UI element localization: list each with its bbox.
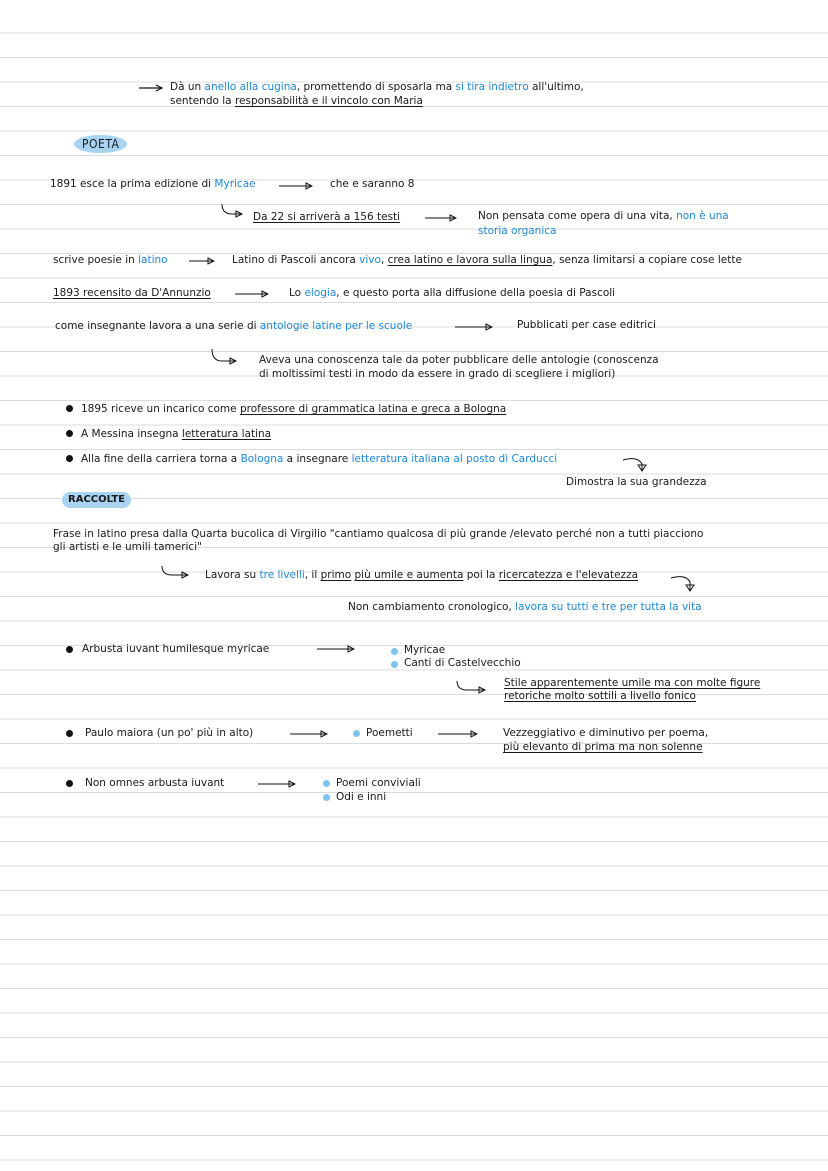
arrow-right-icon bbox=[234, 288, 270, 300]
item-myricae: Myricae bbox=[404, 644, 446, 656]
bullet-carducci: Alla fine della carriera torna a Bologna a insegnare letteratura italiana al posto di Carducci bbox=[81, 453, 558, 465]
note-stile-2: retoriche molto sottili a livello fonico bbox=[504, 690, 696, 702]
bullet-incarico: 1895 riceve un incarico come professore di grammatica latina e greca a Bologna bbox=[81, 403, 507, 415]
bullet-arbusta: Arbusta iuvant humilesque myricae bbox=[82, 643, 270, 655]
note-line-anello: Dà un anello alla cugina, promettendo di sposarla ma si tira indietro all'ultimo, bbox=[170, 81, 584, 93]
note-elogia: Lo elogia, e questo porta alla diffusione della poesia di Pascoli bbox=[289, 287, 616, 299]
item-poemetti: Poemetti bbox=[366, 727, 413, 739]
arrow-right-icon bbox=[424, 212, 458, 224]
note-conoscenza: Aveva una conoscenza tale da poter pubblicare delle antologie (conoscenza bbox=[259, 354, 659, 366]
note-vezzeggiativo: Vezzeggiativo e diminutivo per poema, bbox=[503, 727, 709, 739]
note-insegnante: come insegnante lavora a una serie di antologie latine per le scuole bbox=[55, 320, 413, 332]
item-canti-castelvecchio: Canti di Castelvecchio bbox=[404, 657, 521, 669]
note-latino: scrive poesie in latino bbox=[53, 254, 168, 266]
note-livelli: Lavora su tre livelli, il primo più umile e aumenta poi la ricercatezza e l'elevatezza bbox=[205, 569, 639, 581]
bullet-blue-icon bbox=[391, 661, 398, 668]
note-line-myricae: 1891 esce la prima edizione di Myricae bbox=[50, 178, 256, 190]
bullet-blue-icon bbox=[353, 730, 360, 737]
bullet-messina: A Messina insegna letteratura latina bbox=[81, 428, 272, 440]
arrow-right-icon bbox=[257, 778, 297, 790]
note-line-responsabilita: sentendo la responsabilità e il vincolo con Maria bbox=[170, 95, 423, 107]
arrow-curved-icon bbox=[218, 203, 244, 219]
note-non-pensata: Non pensata come opera di una vita, non è una bbox=[478, 210, 729, 222]
arrow-curved-icon bbox=[453, 680, 487, 696]
note-testi: Da 22 si arriverà a 156 testi bbox=[253, 211, 401, 223]
arrow-right-icon bbox=[188, 255, 216, 267]
bullet-blue-icon bbox=[323, 794, 330, 801]
bullet-icon bbox=[66, 455, 73, 462]
arrow-curved-icon bbox=[158, 565, 190, 581]
bullet-icon bbox=[66, 780, 73, 787]
note-case-editrici: Pubblicati per case editrici bbox=[517, 319, 656, 331]
note-frase-2: gli artisti e le umili tamerici" bbox=[53, 541, 202, 553]
note-storia-organica: storia organica bbox=[478, 225, 557, 237]
arrow-right-icon bbox=[454, 321, 494, 333]
note-dannunzio: 1893 recensito da D'Annunzio bbox=[53, 287, 211, 299]
arrow-right-icon bbox=[437, 728, 479, 740]
bullet-icon bbox=[66, 405, 73, 412]
arrow-curved-icon bbox=[670, 574, 698, 594]
note-frase: Frase in latino presa dalla Quarta bucolica di Virgilio "cantiamo qualcosa di più grande /elevato perché non a tutti piacciono bbox=[53, 528, 704, 540]
section-title-poeta: POETA bbox=[74, 135, 127, 153]
bullet-icon bbox=[66, 646, 73, 653]
arrow-right-icon bbox=[316, 643, 356, 655]
note-cronologico: Non cambiamento cronologico, lavora su tutti e tre per tutta la vita bbox=[348, 601, 702, 613]
item-odi-inni: Odi e inni bbox=[336, 791, 387, 803]
note-conoscenza-2: di moltissimi testi in modo da essere in grado di scegliere i migliori) bbox=[259, 368, 616, 380]
bullet-icon bbox=[66, 430, 73, 437]
bullet-icon bbox=[66, 730, 73, 737]
note-vezzeggiativo-2: più elevanto di prima ma non solenne bbox=[503, 741, 703, 753]
note-latino-vivo: Latino di Pascoli ancora vivo, crea latino e lavora sulla lingua, senza limitarsi a copiare cose lette bbox=[232, 254, 742, 266]
note-stile: Stile apparentemente umile ma con molte figure bbox=[504, 677, 761, 689]
note-saranno-8: che e saranno 8 bbox=[330, 178, 415, 190]
arrow-right-icon bbox=[289, 728, 329, 740]
bullet-non-omnes: Non omnes arbusta iuvant bbox=[85, 777, 225, 789]
bullet-paulo-maiora: Paulo maiora (un po' più in alto) bbox=[85, 727, 254, 739]
note-grandezza: Dimostra la sua grandezza bbox=[566, 476, 707, 488]
arrow-curved-icon bbox=[622, 456, 650, 474]
bullet-blue-icon bbox=[391, 648, 398, 655]
item-poemi-conviviali: Poemi conviviali bbox=[336, 777, 421, 789]
bullet-blue-icon bbox=[323, 780, 330, 787]
section-title-raccolte: RACCOLTE bbox=[62, 492, 131, 508]
arrow-right-icon bbox=[138, 82, 164, 94]
arrow-right-icon bbox=[278, 180, 314, 192]
arrow-curved-icon bbox=[208, 348, 238, 366]
